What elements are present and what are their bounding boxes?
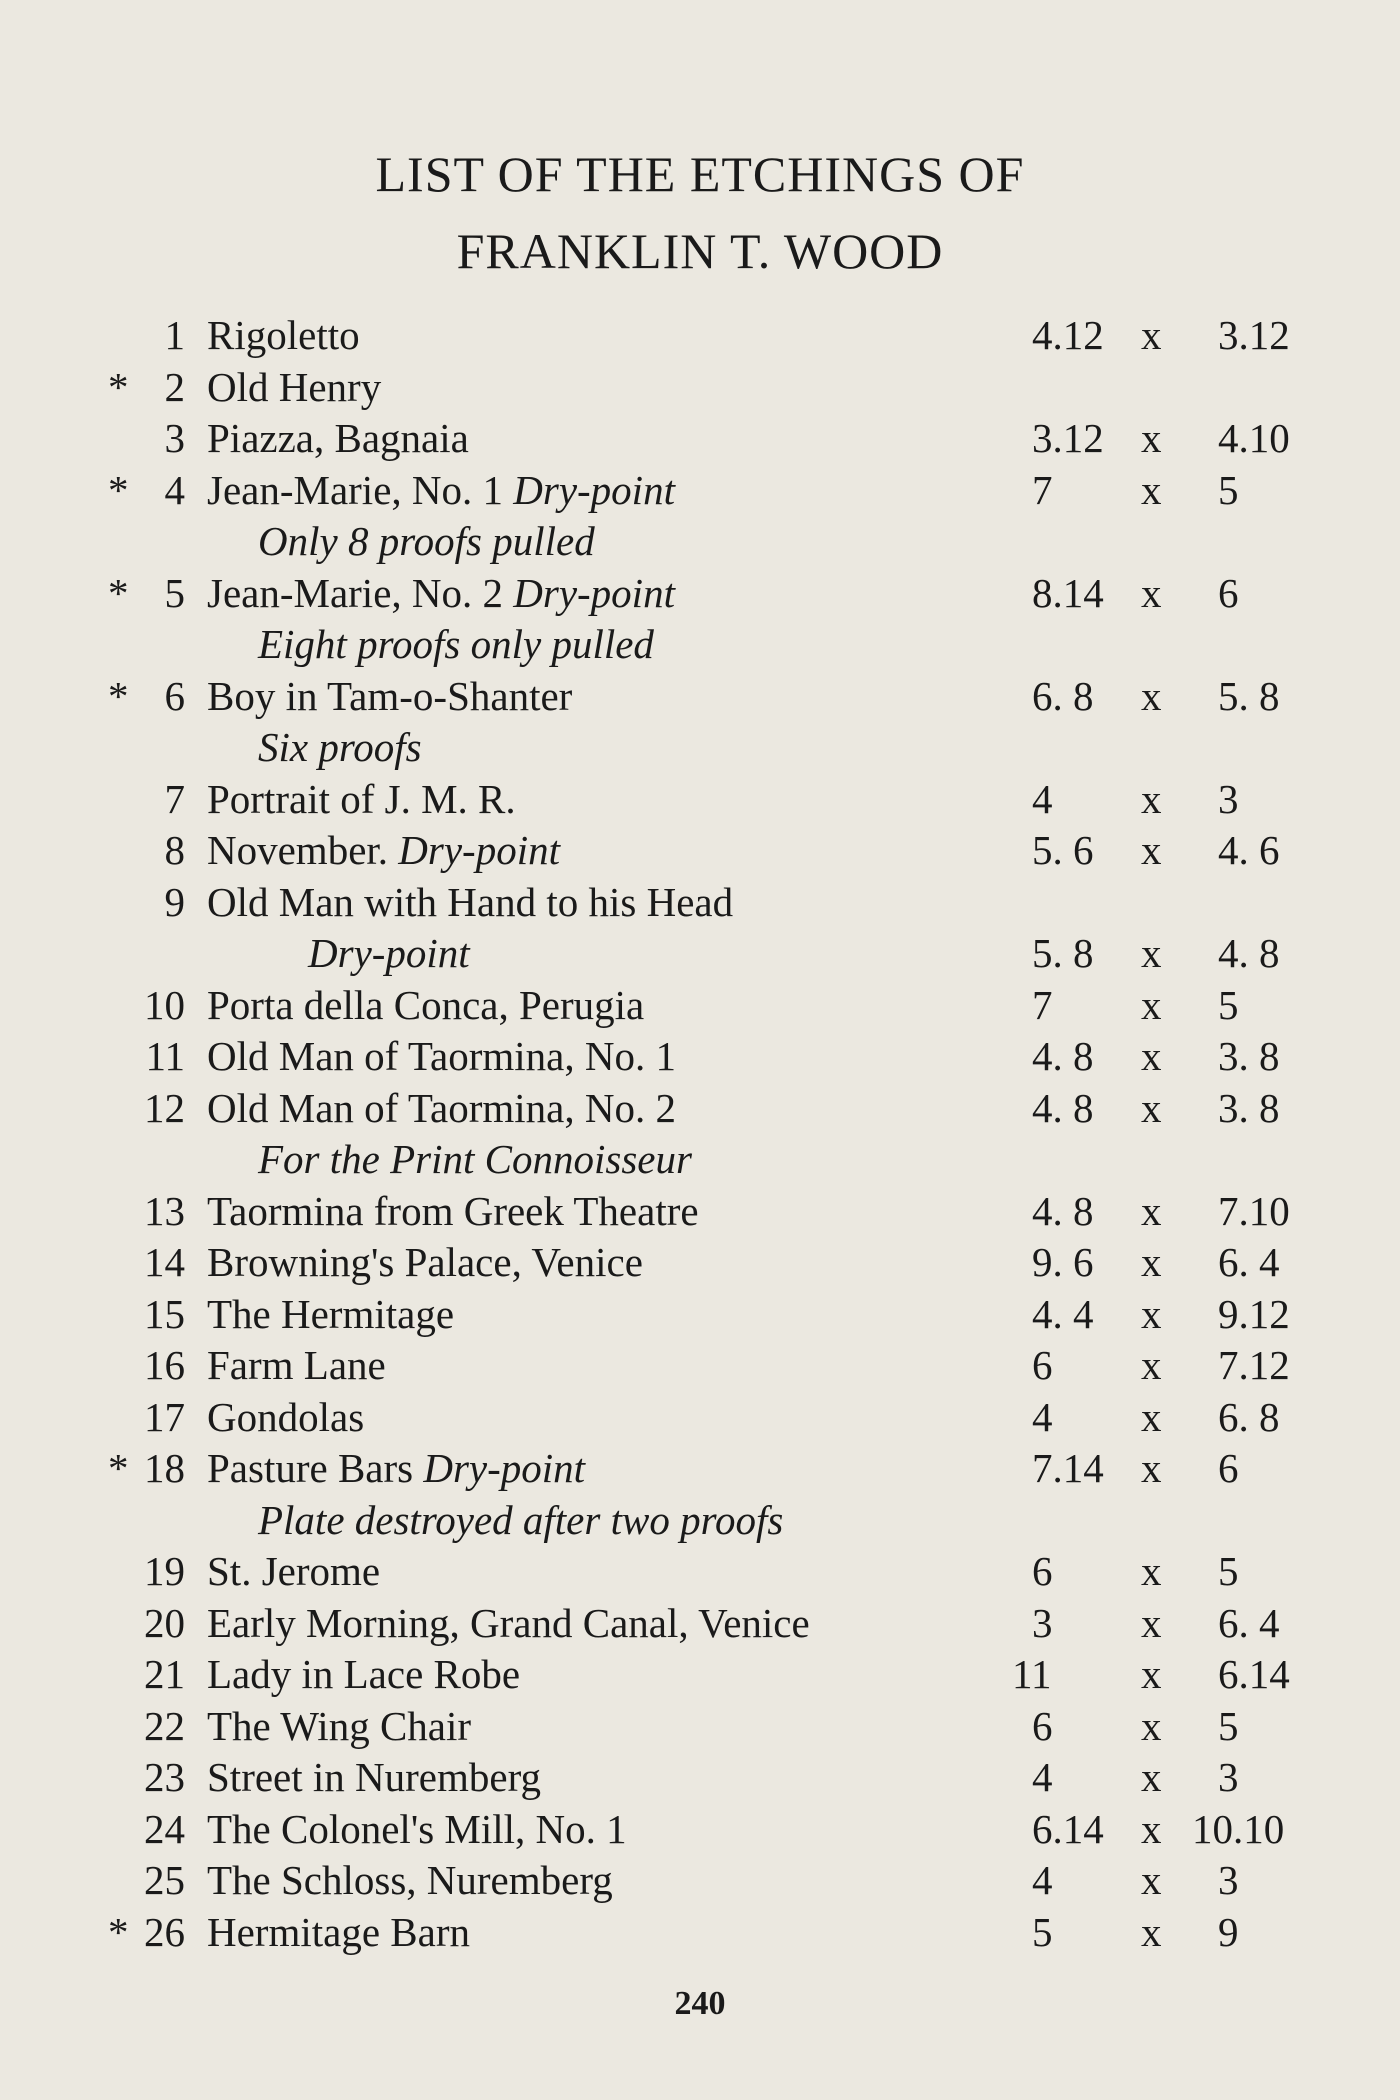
etching-note-row <box>0 722 1400 774</box>
etching-number: 15 <box>144 1290 185 1337</box>
etching-height: 6 <box>1218 569 1239 616</box>
dimension-separator: x <box>1141 312 1162 358</box>
etching-height: 5 <box>1218 981 1239 1028</box>
etching-number: 9 <box>164 878 185 925</box>
etching-number: 17 <box>144 1393 185 1440</box>
etching-row <box>0 877 1400 929</box>
etching-width: 4 <box>1032 775 1053 822</box>
etching-title <box>207 465 675 517</box>
etching-title-text: Old Henry <box>207 363 382 410</box>
etching-width: 11 <box>1012 1651 1052 1697</box>
etching-technique: Dry-point <box>398 827 560 873</box>
etching-technique: Dry-point <box>423 1445 586 1491</box>
etching-row <box>0 980 1400 1032</box>
dimension-separator: x <box>1141 930 1162 976</box>
etching-height: 6.14 <box>1218 1651 1290 1697</box>
etching-width: 4. 8 <box>1032 1084 1094 1131</box>
etching-number: 3 <box>164 415 185 461</box>
etching-title-text: Piazza, Bagnaia <box>207 415 469 461</box>
etching-height: 4.10 <box>1218 415 1290 461</box>
etching-width: 4 <box>1032 1393 1053 1440</box>
etching-row <box>0 1186 1400 1238</box>
etching-height: 7.12 <box>1218 1342 1290 1388</box>
etching-width: 7.14 <box>1032 1445 1104 1491</box>
etching-note-row <box>0 516 1400 568</box>
etching-row <box>0 310 1400 362</box>
etching-number: 22 <box>144 1702 185 1749</box>
etching-number: 6 <box>164 672 185 719</box>
etching-number: 4 <box>164 466 185 513</box>
rare-marker: * <box>108 569 129 616</box>
dimension-separator: x <box>1141 1754 1162 1800</box>
etching-note: Only 8 proofs pulled <box>258 518 595 564</box>
etching-technique: Dry-point <box>513 466 675 513</box>
dimension-separator: x <box>1141 1445 1162 1491</box>
etching-title <box>207 1237 643 1289</box>
etching-title <box>207 877 733 929</box>
etching-title-text: Taormina from Greek Theatre <box>207 1187 699 1234</box>
etching-title-text: The Colonel's Mill, No. 1 <box>207 1805 627 1852</box>
etching-number: 23 <box>144 1754 185 1800</box>
etching-title-text: The Wing Chair <box>207 1702 472 1749</box>
dimension-separator: x <box>1141 1239 1162 1285</box>
etching-title <box>207 1443 585 1495</box>
etching-number: 24 <box>144 1805 185 1852</box>
dimension-separator: x <box>1141 1084 1162 1131</box>
etching-note-row <box>0 1495 1400 1547</box>
etching-number: 25 <box>144 1857 185 1903</box>
etching-row <box>0 1649 1400 1701</box>
etching-note: Six proofs <box>258 724 422 770</box>
etching-width: 7 <box>1032 981 1053 1028</box>
etching-row <box>0 774 1400 826</box>
etching-row <box>0 465 1400 517</box>
etching-height: 7.10 <box>1218 1187 1290 1234</box>
etching-title-text: Boy in Tam-o-Shanter <box>207 672 573 719</box>
etching-number: 8 <box>164 827 185 873</box>
etching-height: 3. 8 <box>1218 1084 1280 1131</box>
etching-row <box>0 1701 1400 1753</box>
dimension-separator: x <box>1141 569 1162 616</box>
etching-number: 1 <box>164 312 185 358</box>
etching-title <box>207 1186 699 1238</box>
rare-marker: * <box>108 1445 129 1491</box>
etching-row <box>0 825 1400 877</box>
etching-height: 4. 6 <box>1218 827 1280 873</box>
etching-note-row <box>0 1134 1400 1186</box>
dimension-separator: x <box>1141 1342 1162 1388</box>
etching-technique: Dry-point <box>513 569 675 616</box>
etching-row <box>0 1546 1400 1598</box>
etching-number: 10 <box>144 981 185 1028</box>
etching-width: 6 <box>1032 1342 1053 1388</box>
etching-width: 5. 6 <box>1032 827 1094 873</box>
etching-title <box>207 1598 810 1650</box>
etching-height: 6. 8 <box>1218 1393 1280 1440</box>
etching-width: 6.14 <box>1032 1805 1104 1852</box>
dimension-separator: x <box>1141 1290 1162 1337</box>
etching-width: 4 <box>1032 1754 1053 1800</box>
page-number: 240 <box>674 1985 726 2022</box>
etching-row <box>0 1083 1400 1135</box>
dimension-separator: x <box>1141 775 1162 822</box>
page-title-line-2: FRANKLIN T. WOOD <box>456 223 944 279</box>
etching-height: 9.12 <box>1218 1290 1290 1337</box>
dimension-separator: x <box>1141 1548 1162 1594</box>
etching-list <box>0 310 1400 1958</box>
etching-number: 12 <box>144 1084 185 1131</box>
dimension-separator: x <box>1141 415 1162 461</box>
etching-width: 9. 6 <box>1032 1239 1094 1285</box>
etching-title-text: Early Morning, Grand Canal, Venice <box>207 1599 810 1646</box>
etching-title <box>207 1907 470 1959</box>
etching-width: 6. 8 <box>1032 672 1094 719</box>
dimension-separator: x <box>1141 1393 1162 1440</box>
etching-row <box>0 568 1400 620</box>
dimension-separator: x <box>1141 1651 1162 1697</box>
etching-height: 3. 8 <box>1218 1033 1280 1079</box>
etching-width: 7 <box>1032 466 1053 513</box>
etching-title <box>207 671 572 723</box>
etching-height: 3 <box>1218 1857 1239 1903</box>
etching-title-text: Hermitage Barn <box>207 1908 470 1955</box>
etching-row <box>0 1804 1400 1856</box>
etching-height: 9 <box>1218 1908 1239 1955</box>
rare-marker: * <box>108 363 129 410</box>
etching-width: 5. 8 <box>1032 930 1094 976</box>
dimension-separator: x <box>1141 981 1162 1028</box>
dimension-separator: x <box>1141 672 1162 719</box>
etching-row <box>0 1443 1400 1495</box>
etching-height: 5 <box>1218 466 1239 513</box>
etching-title-text: Pasture Bars <box>207 1445 424 1491</box>
etching-number: 5 <box>164 569 185 616</box>
etching-note-row <box>0 928 1400 980</box>
etching-height: 3 <box>1218 775 1239 822</box>
etching-row <box>0 1392 1400 1444</box>
etching-note: Dry-point <box>308 930 470 976</box>
etching-row <box>0 1340 1400 1392</box>
etching-number: 11 <box>145 1033 185 1079</box>
etching-title-text: Old Man of Taormina, No. 2 <box>207 1084 676 1131</box>
etching-title <box>207 1649 520 1701</box>
etching-title-text: Street in Nuremberg <box>207 1754 541 1800</box>
etching-height: 10.10 <box>1192 1805 1285 1852</box>
etching-height: 3.12 <box>1218 312 1290 358</box>
etching-width: 4.12 <box>1032 312 1104 358</box>
etching-row <box>0 1907 1400 1959</box>
etching-width: 4 <box>1032 1857 1053 1903</box>
etching-title-text: Old Man with Hand to his Head <box>207 878 734 925</box>
etching-title-text: Porta della Conca, Perugia <box>207 981 645 1028</box>
etching-number: 2 <box>164 363 185 410</box>
etching-height: 3 <box>1218 1754 1239 1800</box>
etching-title <box>207 774 516 826</box>
etching-title-text: November. <box>207 827 399 873</box>
etching-width: 6 <box>1032 1702 1053 1749</box>
etching-row <box>0 1289 1400 1341</box>
dimension-separator: x <box>1141 1033 1162 1079</box>
etching-title-text: Gondolas <box>207 1393 365 1440</box>
etching-title <box>207 1804 627 1856</box>
etching-title <box>207 310 360 362</box>
etching-height: 5 <box>1218 1702 1239 1749</box>
etching-row <box>0 1031 1400 1083</box>
etching-note: For the Print Connoisseur <box>258 1136 692 1182</box>
dimension-separator: x <box>1141 1908 1162 1955</box>
etching-height: 4. 8 <box>1218 930 1280 976</box>
etching-title-text: Rigoletto <box>207 312 360 358</box>
etching-title <box>207 1289 454 1341</box>
etching-title-text: The Schloss, Nuremberg <box>207 1857 613 1903</box>
etching-title <box>207 1546 380 1598</box>
etching-title <box>207 413 469 465</box>
etching-number: 21 <box>144 1651 185 1697</box>
etching-row <box>0 362 1400 414</box>
etching-number: 26 <box>144 1908 185 1955</box>
etching-title <box>207 1855 613 1907</box>
etching-width: 5 <box>1032 1908 1053 1955</box>
etching-title-text: St. Jerome <box>207 1548 381 1594</box>
etching-height: 5 <box>1218 1548 1239 1594</box>
rare-marker: * <box>108 466 129 513</box>
etching-title-text: Jean-Marie, No. 1 <box>207 466 514 513</box>
dimension-separator: x <box>1141 1857 1162 1903</box>
etching-row <box>0 1237 1400 1289</box>
etching-title-text: Jean-Marie, No. 2 <box>207 569 514 616</box>
etching-title-text: Browning's Palace, Venice <box>207 1239 643 1285</box>
etching-note: Eight proofs only pulled <box>258 621 654 667</box>
dimension-separator: x <box>1141 1187 1162 1234</box>
etching-height: 6 <box>1218 1445 1239 1491</box>
etching-number: 16 <box>144 1342 185 1388</box>
dimension-separator: x <box>1141 827 1162 873</box>
etching-width: 4. 4 <box>1032 1290 1094 1337</box>
etching-title <box>207 568 675 620</box>
etching-title <box>207 362 381 414</box>
etching-title-text: Portrait of J. M. R. <box>207 775 516 822</box>
etching-row <box>0 1752 1400 1804</box>
etching-row <box>0 413 1400 465</box>
etching-title-text: Old Man of Taormina, No. 1 <box>207 1033 676 1079</box>
etching-title <box>207 1031 676 1083</box>
etching-title <box>207 1083 676 1135</box>
etching-width: 8.14 <box>1032 569 1104 616</box>
etching-number: 20 <box>144 1599 185 1646</box>
etching-title-text: Lady in Lace Robe <box>207 1651 521 1697</box>
etching-height: 6. 4 <box>1218 1599 1280 1646</box>
etching-title <box>207 1752 541 1804</box>
dimension-separator: x <box>1141 1702 1162 1749</box>
dimension-separator: x <box>1141 466 1162 513</box>
etching-number: 7 <box>164 775 185 822</box>
etching-width: 3 <box>1032 1599 1053 1646</box>
page-title-line-1: LIST OF THE ETCHINGS OF <box>375 146 1025 202</box>
etching-row <box>0 671 1400 723</box>
rare-marker: * <box>108 672 129 719</box>
dimension-separator: x <box>1141 1599 1162 1646</box>
etching-title <box>207 1701 471 1753</box>
etching-row <box>0 1598 1400 1650</box>
etching-row <box>0 1855 1400 1907</box>
etching-title <box>207 825 560 877</box>
etching-width: 4. 8 <box>1032 1033 1094 1079</box>
etching-title <box>207 1392 364 1444</box>
etching-number: 18 <box>144 1445 185 1491</box>
etching-title <box>207 1340 386 1392</box>
etching-title-text: Farm Lane <box>207 1342 386 1388</box>
etching-note: Plate destroyed after two proofs <box>258 1496 784 1543</box>
etching-width: 6 <box>1032 1548 1053 1594</box>
etching-height: 6. 4 <box>1218 1239 1280 1285</box>
etching-note-row <box>0 619 1400 671</box>
etching-title <box>207 980 644 1032</box>
dimension-separator: x <box>1141 1805 1162 1852</box>
etching-number: 14 <box>144 1239 185 1285</box>
etching-width: 4. 8 <box>1032 1187 1094 1234</box>
etching-number: 13 <box>144 1187 185 1234</box>
rare-marker: * <box>108 1908 129 1955</box>
etching-title-text: The Hermitage <box>207 1290 455 1337</box>
etching-number: 19 <box>144 1548 185 1594</box>
etching-width: 3.12 <box>1032 415 1104 461</box>
etching-height: 5. 8 <box>1218 672 1280 719</box>
